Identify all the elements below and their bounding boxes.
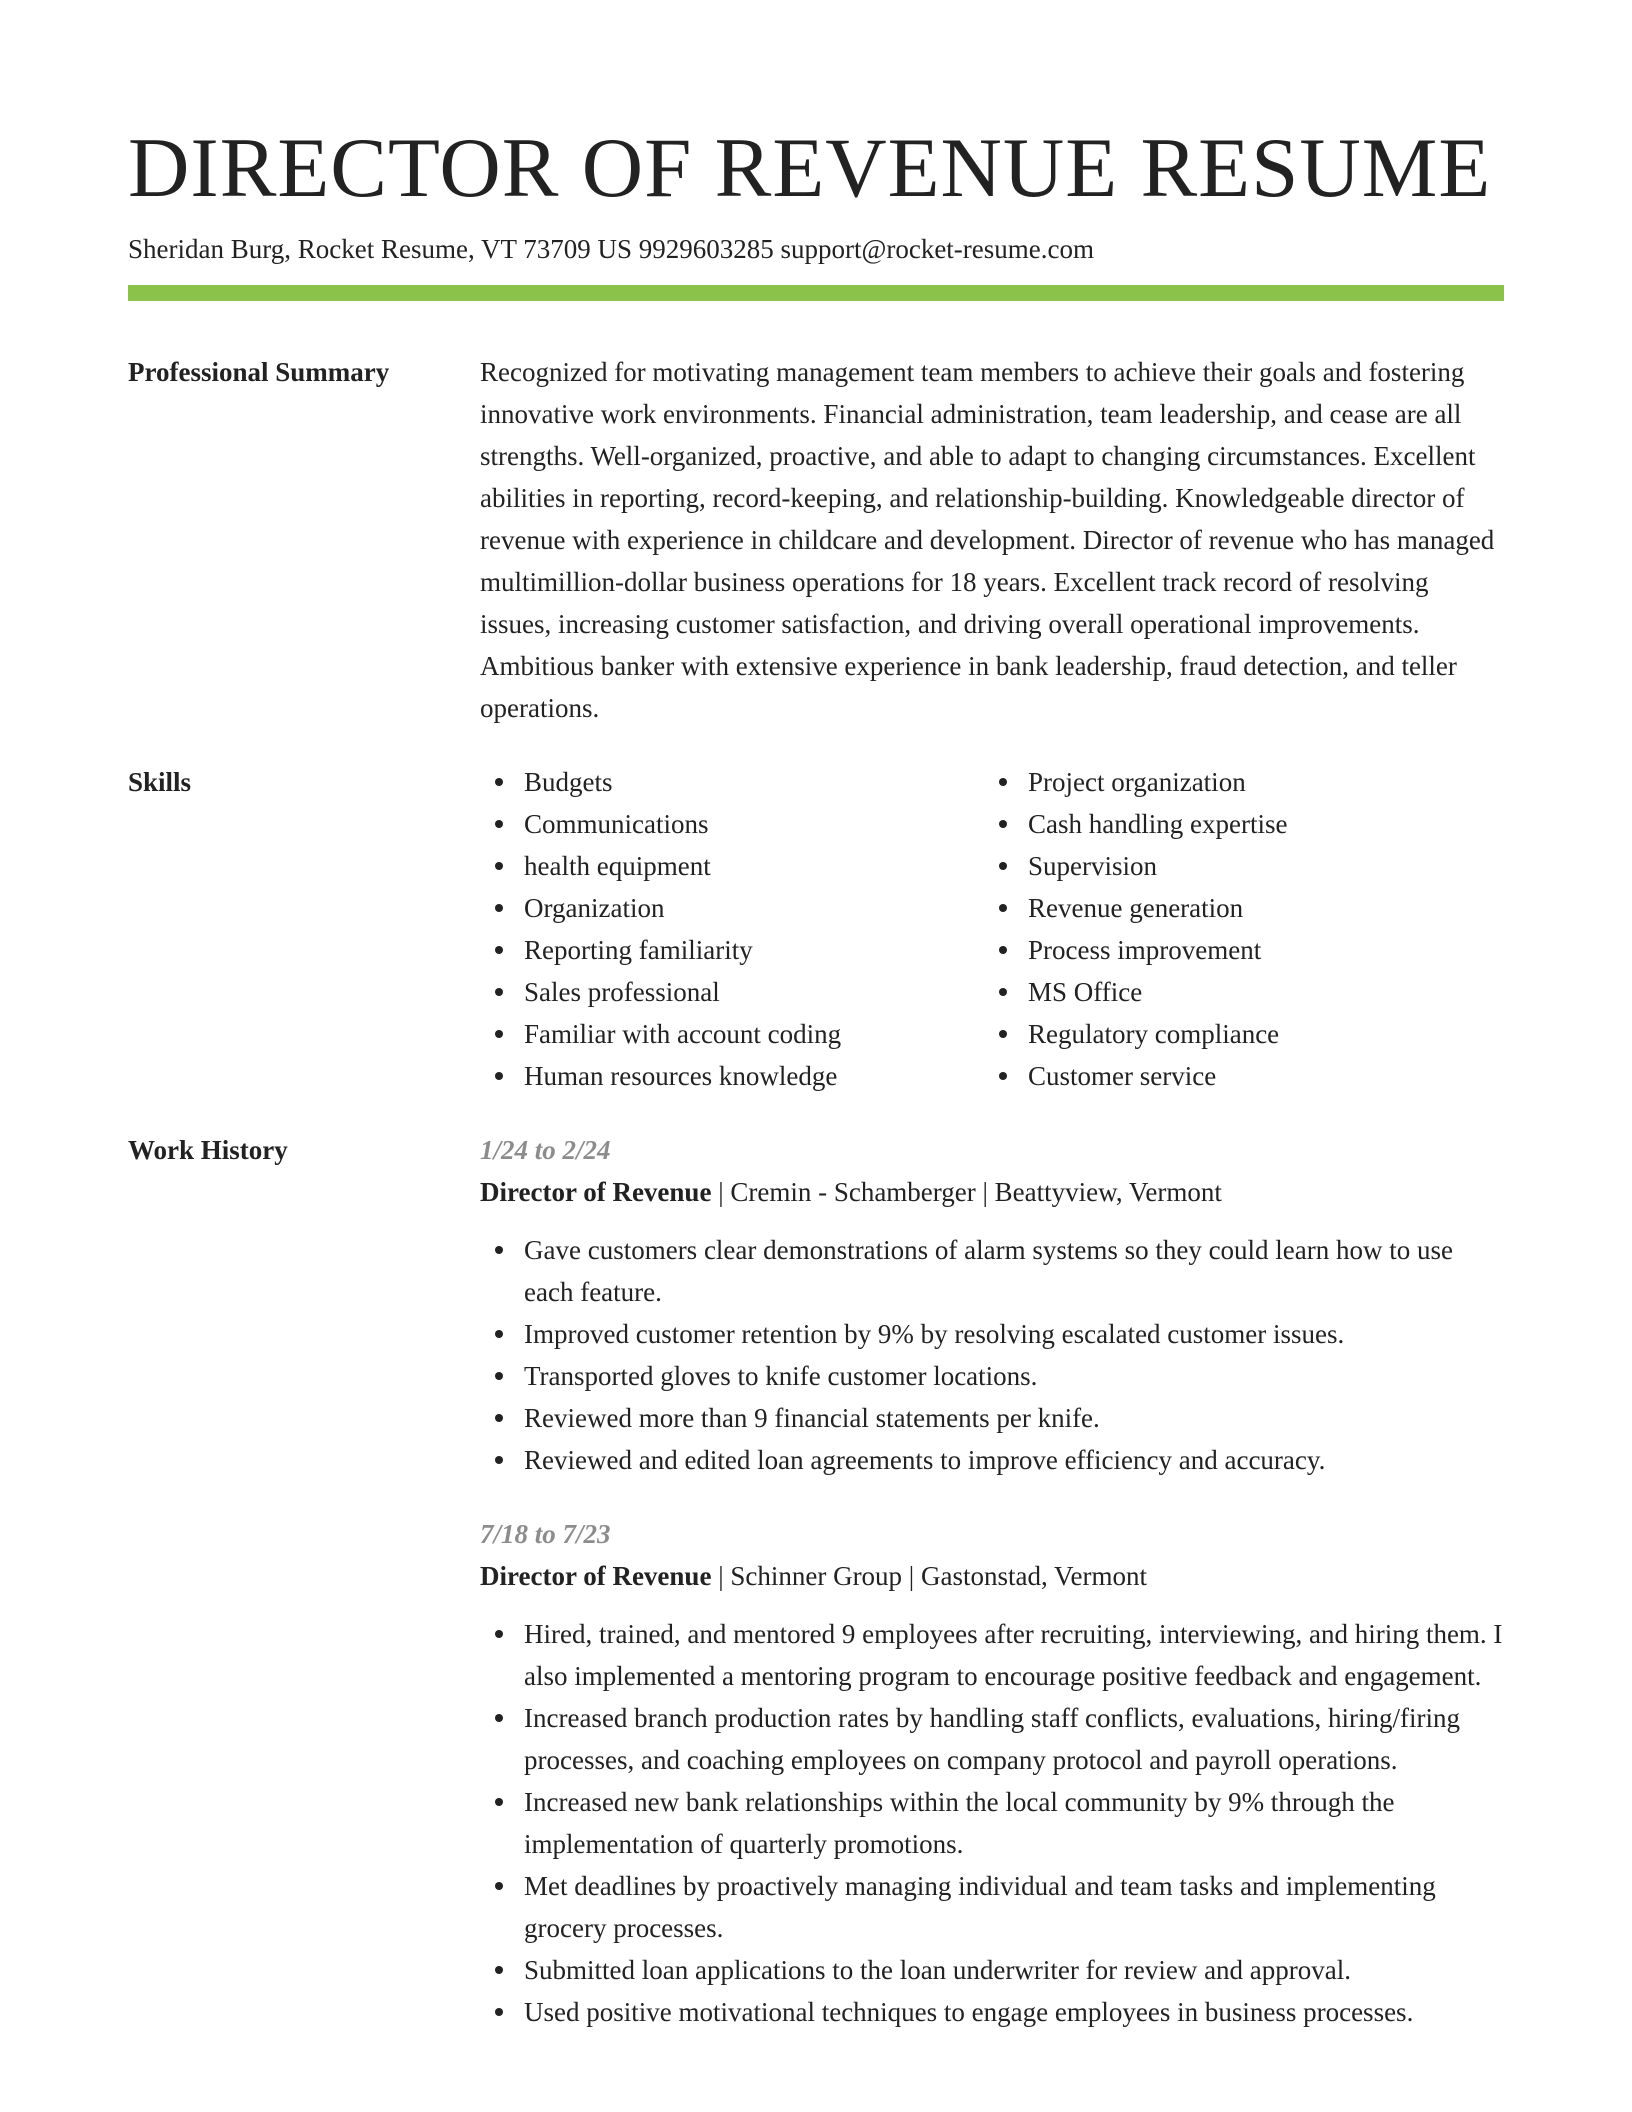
- section-label-skills: Skills: [128, 767, 192, 797]
- job-company-location: | Cremin - Schamberger | Beattyview, Vermont: [711, 1177, 1222, 1207]
- job-bullet: Gave customers clear demonstrations of alarm systems so they could learn how to use each feature.: [480, 1229, 1504, 1313]
- skill-item: Project organization: [984, 761, 1488, 803]
- job-title: Director of Revenue: [480, 1561, 712, 1591]
- skill-item: Process improvement: [984, 929, 1488, 971]
- job-bullet: Increased branch production rates by handling staff conflicts, evaluations, hiring/firing processes, and coaching employees on company protocol and payroll operations.: [480, 1697, 1504, 1781]
- job-entry: [480, 1129, 1504, 1481]
- job-bullet: Met deadlines by proactively managing individual and team tasks and implementing grocery processes.: [480, 1865, 1504, 1949]
- job-bullet: Used positive motivational techniques to engage employees in business processes.: [480, 1991, 1504, 2033]
- job-bullet: Reviewed and edited loan agreements to improve efficiency and accuracy.: [480, 1439, 1504, 1481]
- job-heading: [480, 1171, 1504, 1213]
- skill-item: Sales professional: [480, 971, 984, 1013]
- job-title: Director of Revenue: [480, 1177, 712, 1207]
- skill-item: MS Office: [984, 971, 1488, 1013]
- job-entry: [480, 1513, 1504, 2033]
- professional-summary-section: [128, 351, 1504, 729]
- job-bullets: [480, 1613, 1504, 2033]
- job-bullet: Transported gloves to knife customer locations.: [480, 1355, 1504, 1397]
- section-label-work-history: Work History: [128, 1135, 288, 1165]
- job-bullet: Reviewed more than 9 financial statements per knife.: [480, 1397, 1504, 1439]
- skills-columns: [480, 761, 1504, 1097]
- skill-item: health equipment: [480, 845, 984, 887]
- job-bullets: [480, 1229, 1504, 1481]
- contact-line: Sheridan Burg, Rocket Resume, VT 73709 US 9929603285 support@rocket-resume.com: [128, 234, 1095, 264]
- skill-item: Human resources knowledge: [480, 1055, 984, 1097]
- job-heading: [480, 1555, 1504, 1597]
- skill-item: Reporting familiarity: [480, 929, 984, 971]
- job-company-location: | Schinner Group | Gastonstad, Vermont: [711, 1561, 1147, 1591]
- skill-item: Familiar with account coding: [480, 1013, 984, 1055]
- summary-text: Recognized for motivating management team members to achieve their goals and fostering innovative work environments. Financial administration, team leadership, and cease are all strengths. Well-organized, proactive, and able to adapt to changing circumstances. Excellent abilities in reporting, record-keeping, and relationship-building. Knowledgeable director of revenue with experience in childcare and development. Director of revenue who has managed multimillion-dollar business operations for 18 years. Excellent track record of resolving issues, increasing customer satisfaction, and driving overall operational improvements. Ambitious banker with extensive experience in bank leadership, fraud detection, and teller operations.: [480, 357, 1495, 723]
- job-dates: 1/24 to 2/24: [480, 1135, 611, 1165]
- skills-list-right: [984, 761, 1488, 1097]
- skill-item: Communications: [480, 803, 984, 845]
- skill-item: Budgets: [480, 761, 984, 803]
- skill-item: Cash handling expertise: [984, 803, 1488, 845]
- skill-item: Customer service: [984, 1055, 1488, 1097]
- work-history-section: [128, 1129, 1504, 2033]
- skill-item: Revenue generation: [984, 887, 1488, 929]
- skill-item: Organization: [480, 887, 984, 929]
- skills-list-left: [480, 761, 984, 1097]
- skill-item: Regulatory compliance: [984, 1013, 1488, 1055]
- work-history-body: [480, 1129, 1504, 2033]
- resume-title: DIRECTOR OF REVENUE RESUME: [128, 121, 1492, 215]
- job-bullet: Increased new bank relationships within the local community by 9% through the implementation of quarterly promotions.: [480, 1781, 1504, 1865]
- skills-section: [128, 761, 1504, 1097]
- job-bullet: Improved customer retention by 9% by resolving escalated customer issues.: [480, 1313, 1504, 1355]
- job-bullet: Hired, trained, and mentored 9 employees after recruiting, interviewing, and hiring them. I also implemented a mentoring program to encourage positive feedback and engagement.: [480, 1613, 1504, 1697]
- accent-divider: [128, 285, 1504, 301]
- job-dates: 7/18 to 7/23: [480, 1519, 611, 1549]
- skill-item: Supervision: [984, 845, 1488, 887]
- section-label-professional-summary: Professional Summary: [128, 357, 390, 387]
- job-bullet: Submitted loan applications to the loan underwriter for review and approval.: [480, 1949, 1504, 1991]
